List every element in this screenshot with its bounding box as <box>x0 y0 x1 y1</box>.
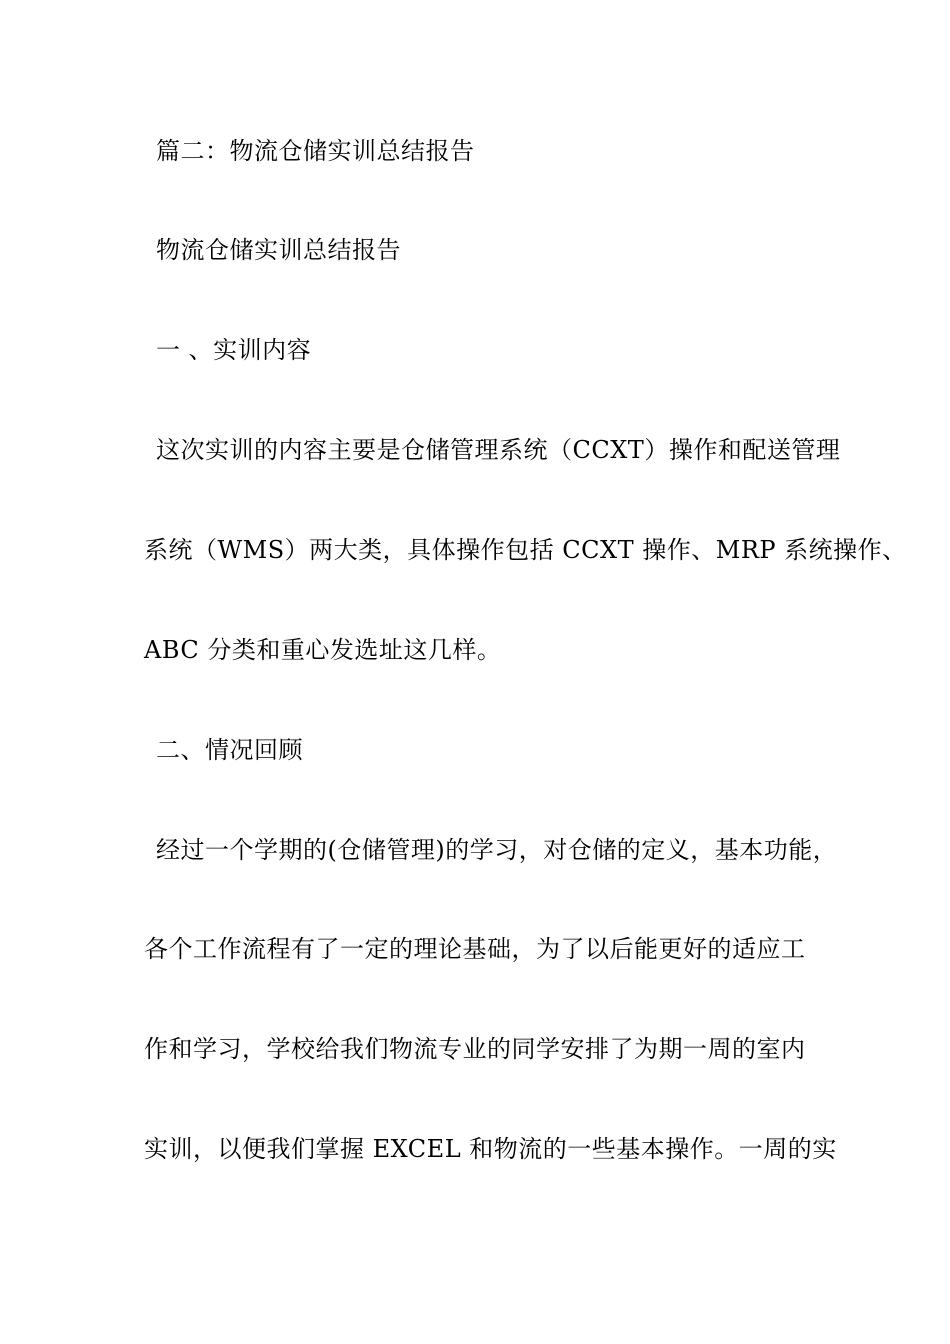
document-heading: 篇二：物流仓储实训总结报告 <box>156 137 475 165</box>
paragraph-line: ABC 分类和重心发选址这几样。 <box>144 636 502 664</box>
paragraph-line: 作和学习，学校给我们物流专业的同学安排了为期一周的室内 <box>144 1035 806 1063</box>
section-heading-training-content: 一 、实训内容 <box>156 336 312 364</box>
section-heading-review: 二、情况回顾 <box>156 736 303 764</box>
report-title: 物流仓储实训总结报告 <box>156 236 401 264</box>
paragraph-line: 实训，以便我们掌握 EXCEL 和物流的一些基本操作。一周的实 <box>144 1135 837 1163</box>
paragraph-line: 经过一个学期的(仓储管理)的学习，对仓储的定义，基本功能， <box>156 836 838 864</box>
paragraph-line: 这次实训的内容主要是仓储管理系统（CCXT）操作和配送管理 <box>156 436 841 464</box>
paragraph-line: 系统（WMS）两大类，具体操作包括 CCXT 操作、MRP 系统操作、 <box>144 536 907 564</box>
paragraph-line: 各个工作流程有了一定的理论基础，为了以后能更好的适应工 <box>144 935 806 963</box>
